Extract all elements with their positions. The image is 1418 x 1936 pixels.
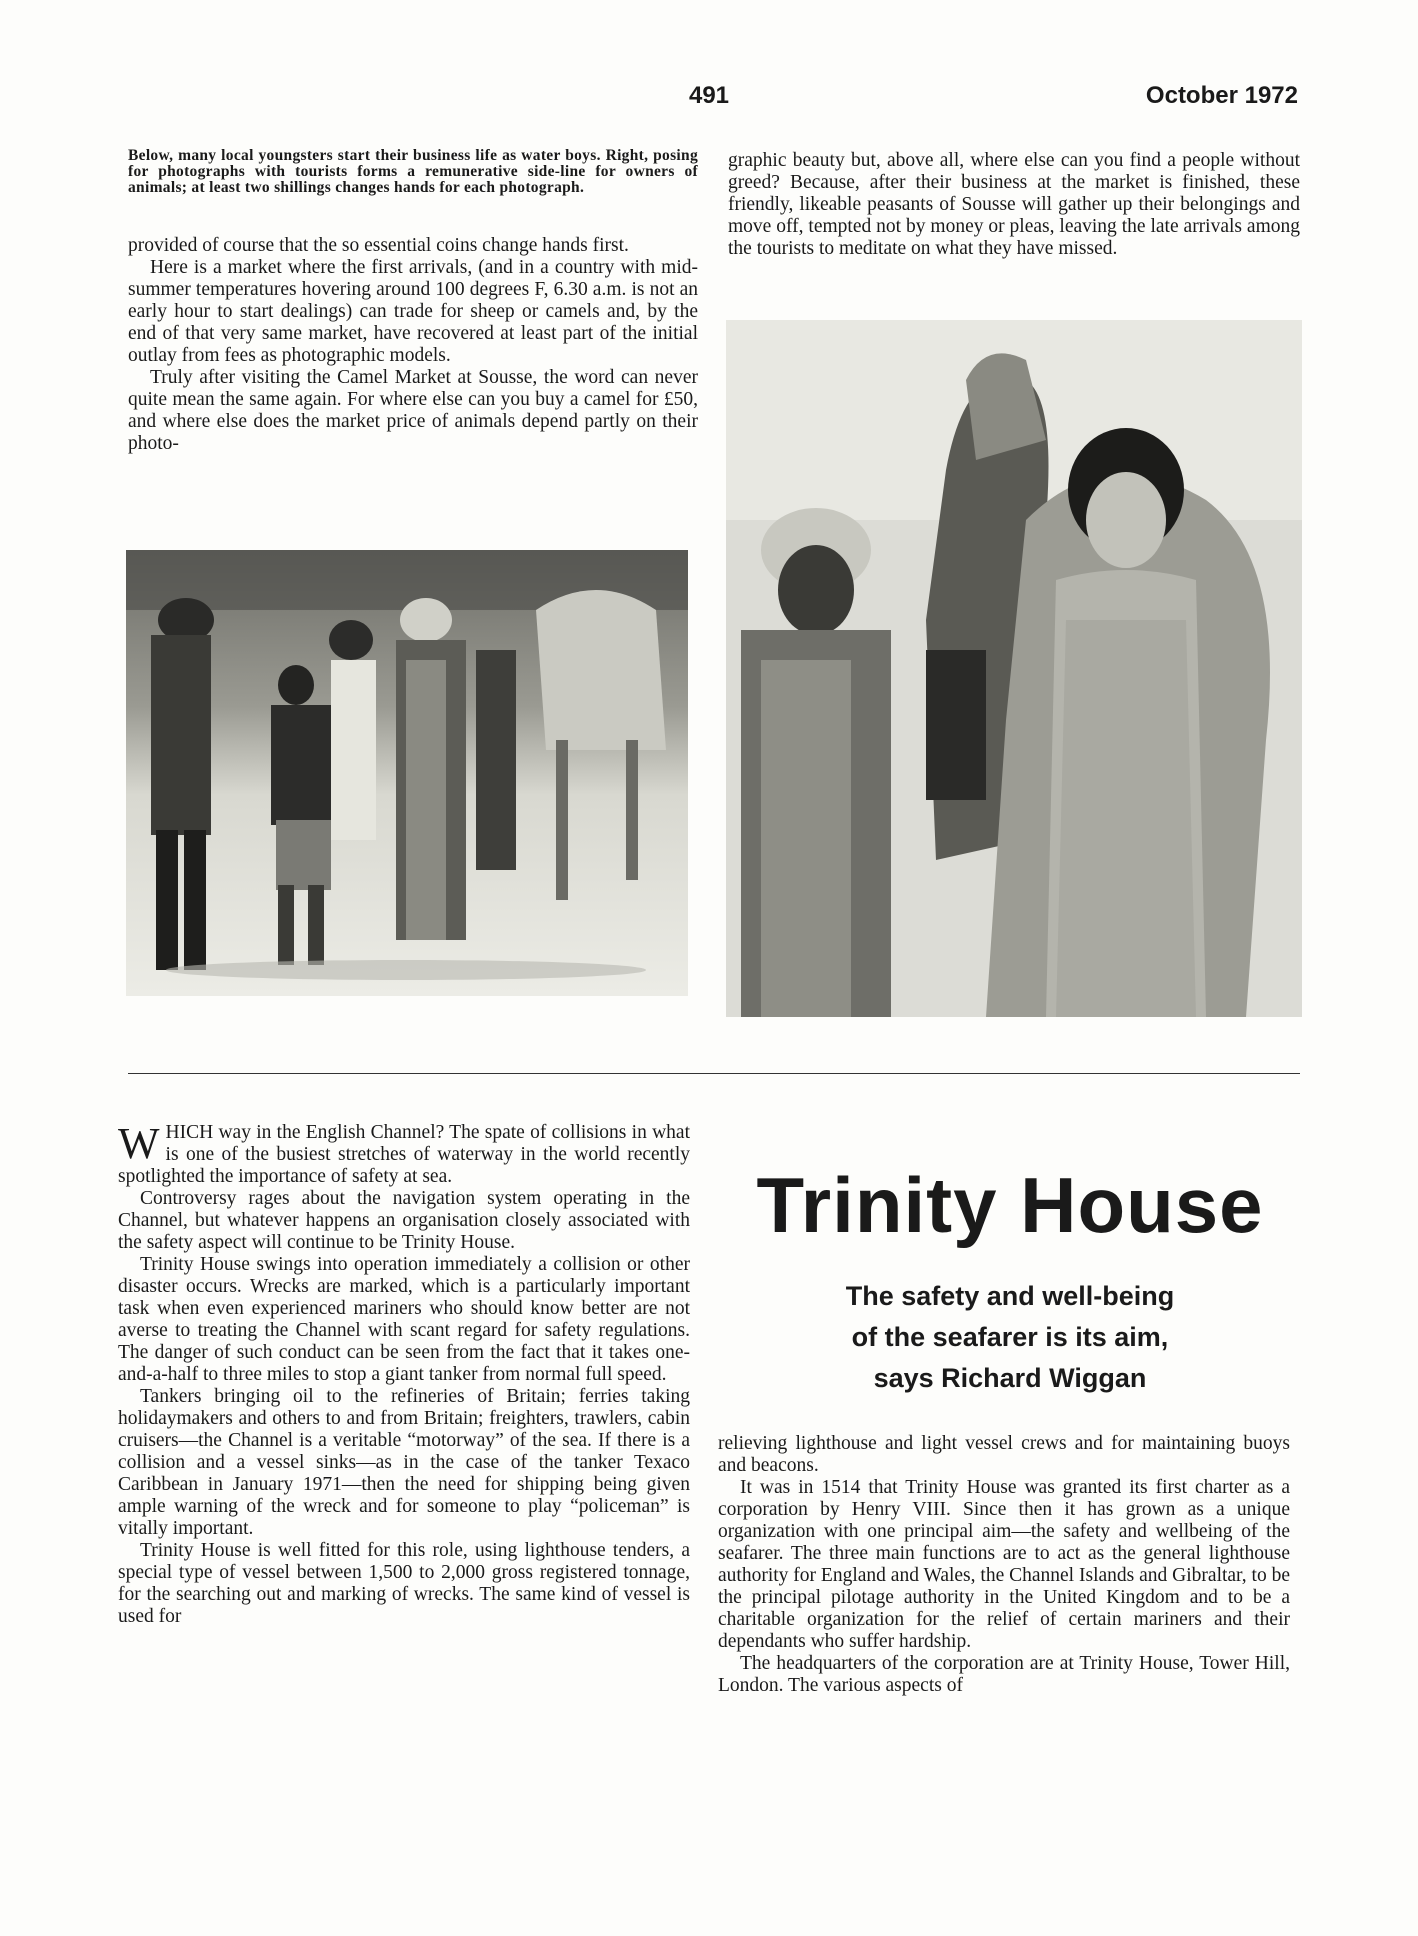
subtitle-line: says Richard Wiggan	[873, 1363, 1147, 1393]
drop-cap: W	[118, 1119, 160, 1168]
paragraph: Truly after visiting the Camel Market at Sousse, the word can never quite mean the same again. For where else can you buy a camel for £50, and where else does the market price of animals depend partly on their photo-	[128, 367, 698, 454]
issue-date: October 1972	[1145, 82, 1298, 109]
paragraph: Trinity House swings into operation immediately a collision or other disaster occurs. Wrecks are marked, which is a particularly important task when even experienced mariners who should know better are not averse to treating the Channel with scant regard for safety regulations. The danger of such conduct can be seen from the fact that it takes one-and-a-half to three miles to stop a giant tanker from normal full speed.	[118, 1254, 690, 1385]
paragraph: The headquarters of the corporation are at Trinity House, Tower Hill, London. The various aspects of	[718, 1653, 1290, 1696]
subtitle-line: of the seafarer is its aim,	[851, 1322, 1169, 1352]
section-divider	[128, 1073, 1300, 1074]
paragraph: graphic beauty but, above all, where else can you find a people without greed? Because, after their business at the market is finished, these friendly, likeable peasants of Sousse will gather up their belongings and move off, tempted not by money or pleas, leaving the late arrivals among the tourists to meditate on what they have missed.	[728, 150, 1300, 259]
paragraph: provided of course that the so essential coins change hands first.	[128, 235, 629, 256]
photo-caption: Below, many local youngsters start their business life as water boys. Right, posing for photographs with tourists forms a remunerative side-line for owners of animals; at least two shillings changes hands for each photograph.	[128, 147, 698, 196]
camel-market-column-2	[728, 150, 1300, 260]
camel-tourist-photo	[726, 320, 1302, 1017]
paragraph: WHICH way in the English Channel? The spate of collisions in what is one of the busiest stretches of waterway in the world recently spotlighted the importance of safety at sea.	[118, 1119, 690, 1187]
paragraph: Controversy rages about the navigation system operating in the Channel, but whatever happens an organisation closely associated with the safety aspect will continue to be Trinity House.	[118, 1188, 690, 1253]
paragraph: It was in 1514 that Trinity House was granted its first charter as a corporation by Henry VIII. Since then it has grown as a unique organization with one principal aim—the safety and wellbeing of the seafarer. The three main functions are to act as the general lighthouse authority for England and Wales, the Channel Islands and Gibraltar, to be the principal pilotage authority in the United Kingdom and to be a charitable organization for the relief of certain mariners and their dependants who suffer hardship.	[718, 1477, 1290, 1652]
article-title: Trinity House	[756, 1161, 1264, 1249]
paragraph: Here is a market where the first arrivals, (and in a country with mid-summer temperatures hovering around 100 degrees F, 6.30 a.m. is not an early hour to start dealings) can trade for sheep or camels and, by the end of that very same market, have recovered at least part of the initial outlay from fees as photographic models.	[128, 257, 698, 366]
page-number: 491	[688, 82, 730, 109]
paragraph: relieving lighthouse and light vessel crews and for maintaining buoys and beacons.	[718, 1433, 1290, 1476]
paragraph: Trinity House is well fitted for this role, using lighthouse tenders, a special type of vessel between 1,500 to 2,000 gross registered tonnage, for the searching out and marking of wrecks. The same kind of vessel is used for	[118, 1540, 690, 1627]
trinity-house-column-2	[718, 1433, 1290, 1697]
subtitle-line: The safety and well-being	[845, 1281, 1175, 1311]
market-crowd-photo	[126, 550, 688, 996]
paragraph: Tankers bringing oil to the refineries of Britain; ferries taking holidaymakers and others to and from Britain; freighters, trawlers, cabin cruisers—the Channel is a veritable “motorway” of the sea. If there is a collision and a vessel sinks—as in the case of the tanker Texaco Caribbean in January 1971—then the need for shipping being given ample warning of the wreck and for someone to play “policeman” is vitally important.	[118, 1386, 690, 1539]
trinity-house-column-1	[118, 1119, 690, 1628]
camel-market-column-1	[128, 235, 698, 455]
article-subtitle	[720, 1276, 1300, 1399]
